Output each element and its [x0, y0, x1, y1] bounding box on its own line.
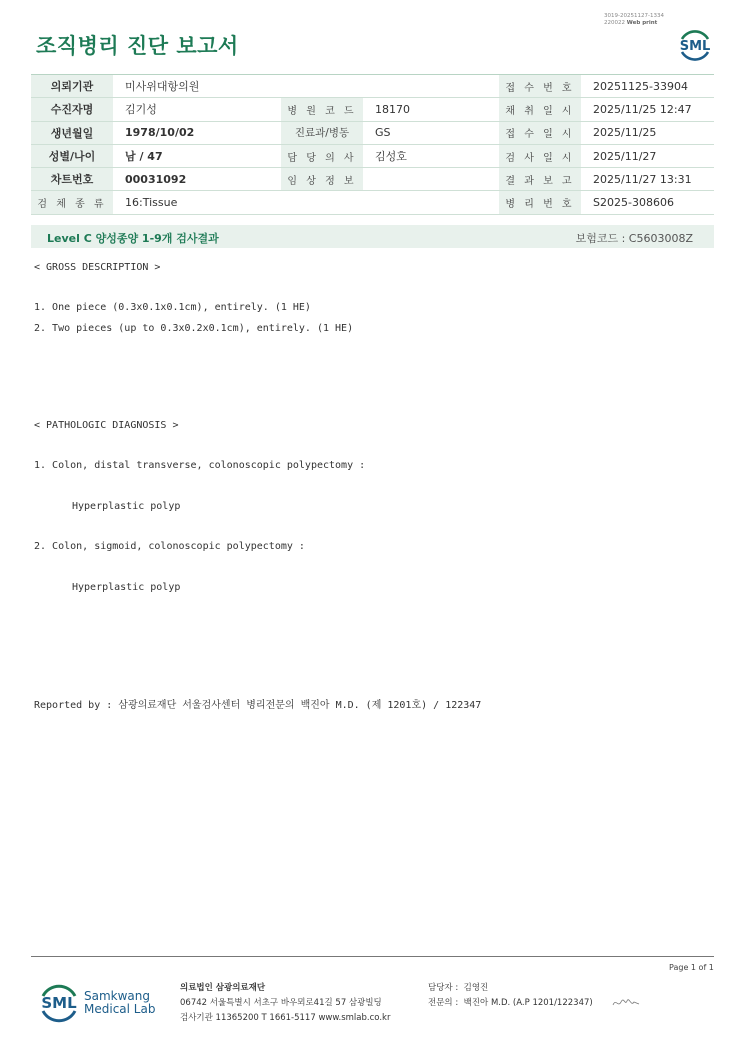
- info-label: 접 수 번 호: [499, 75, 581, 98]
- diagnosis-item: 1. Colon, distal transverse, colonoscopic polypectomy :: [34, 460, 366, 471]
- footer-manager: 담당자 : 김영진: [428, 983, 489, 993]
- info-label: 차트번호: [31, 168, 113, 191]
- info-value: [363, 168, 499, 191]
- lab-name-line1: Samkwang: [84, 989, 150, 1003]
- diagnosis-item: 2. Colon, sigmoid, colonoscopic polypectomy :: [34, 541, 305, 552]
- info-value: 16:Tissue: [113, 191, 281, 214]
- info-value: 김성호: [363, 144, 499, 167]
- info-blank: [281, 75, 363, 98]
- info-row: [31, 98, 714, 121]
- info-label: 검 체 종 류: [31, 191, 113, 214]
- diagnosis-result: Hyperplastic polyp: [72, 582, 181, 593]
- info-label: 결 과 보 고: [499, 168, 581, 191]
- info-label: 채 취 일 시: [499, 98, 581, 121]
- info-blank: [363, 75, 499, 98]
- info-value: 2025/11/25 12:47: [581, 98, 714, 121]
- info-value: 남 / 47: [113, 144, 281, 167]
- info-value: 18170: [363, 98, 499, 121]
- info-value: 2025/11/27 13:31: [581, 168, 714, 191]
- page-title: 조직병리 진단 보고서: [36, 34, 239, 58]
- info-blank: [281, 191, 363, 214]
- svg-text:SML: SML: [679, 39, 711, 54]
- info-label: 생년월일: [31, 121, 113, 144]
- insurance-code: 보험코드 : C5603008Z: [575, 232, 693, 245]
- info-value: GS: [363, 121, 499, 144]
- lab-name: [84, 990, 155, 1016]
- gross-line: 2. Two pieces (up to 0.3x0.2x0.1cm), entirely. (1 HE): [34, 323, 354, 334]
- sml-footer-logo: [37, 981, 81, 1029]
- info-blank: [363, 191, 499, 214]
- lab-name-line2: Medical Lab: [84, 1002, 156, 1016]
- info-row: [31, 121, 714, 144]
- info-label: 병 리 번 호: [499, 191, 581, 214]
- footer-divider: [31, 956, 714, 957]
- pathologic-diagnosis-header: < PATHOLOGIC DIAGNOSIS >: [34, 420, 179, 431]
- signature: [612, 995, 640, 1014]
- svg-text:SML: SML: [41, 994, 77, 1012]
- footer-address: 06742 서울특별시 서초구 바우뫼로41길 57 삼광빌딩: [180, 998, 382, 1008]
- info-label: 수진자명: [31, 98, 113, 121]
- info-value: 김기성: [113, 98, 281, 121]
- print-code-line2: 220022 Web print: [604, 20, 658, 26]
- info-value: S2025-308606: [581, 191, 714, 214]
- info-value: 20251125-33904: [581, 75, 714, 98]
- info-value: 00031092: [113, 168, 281, 191]
- reported-by: Reported by : 삼광의료재단 서울검사센터 병리전문의 백진아 M.D. (제 1201호) / 122347: [34, 700, 482, 711]
- footer-org: 의료법인 삼광의료재단: [180, 983, 266, 993]
- info-row: [31, 75, 714, 98]
- info-value: 2025/11/25: [581, 121, 714, 144]
- info-label: 진료과/병동: [281, 121, 363, 144]
- diagnosis-result: Hyperplastic polyp: [72, 501, 181, 512]
- info-label: 병 원 코 드: [281, 98, 363, 121]
- test-level-title: Level C 양성종양 1-9개 검사결과: [47, 232, 219, 245]
- info-label: 검 사 일 시: [499, 144, 581, 167]
- info-label: 접 수 일 시: [499, 121, 581, 144]
- info-label: 임 상 정 보: [281, 168, 363, 191]
- info-label: 성별/나이: [31, 144, 113, 167]
- info-label: 의뢰기관: [31, 75, 113, 98]
- patient-info-table: [31, 74, 714, 215]
- info-row: [31, 168, 714, 191]
- print-code: [604, 13, 664, 27]
- info-label: 담 당 의 사: [281, 144, 363, 167]
- gross-line: 1. One piece (0.3x0.1x0.1cm), entirely. (1 HE): [34, 302, 311, 313]
- gross-description-header: < GROSS DESCRIPTION >: [34, 262, 161, 273]
- info-row: [31, 191, 714, 214]
- footer-contact: 검사기관 11365200 T 1661-5117 www.smlab.co.kr: [180, 1013, 391, 1023]
- info-value: 미사위대항의원: [113, 75, 281, 98]
- info-value: 2025/11/27: [581, 144, 714, 167]
- page-number: Page 1 of 1: [669, 963, 714, 972]
- footer-specialist: 전문의 : 백진아 M.D. (A.P 1201/122347): [428, 998, 593, 1008]
- info-value: 1978/10/02: [113, 121, 281, 144]
- info-row: [31, 144, 714, 167]
- print-code-line1: 3019-20251127-1334: [604, 13, 664, 19]
- sml-logo: [676, 26, 714, 68]
